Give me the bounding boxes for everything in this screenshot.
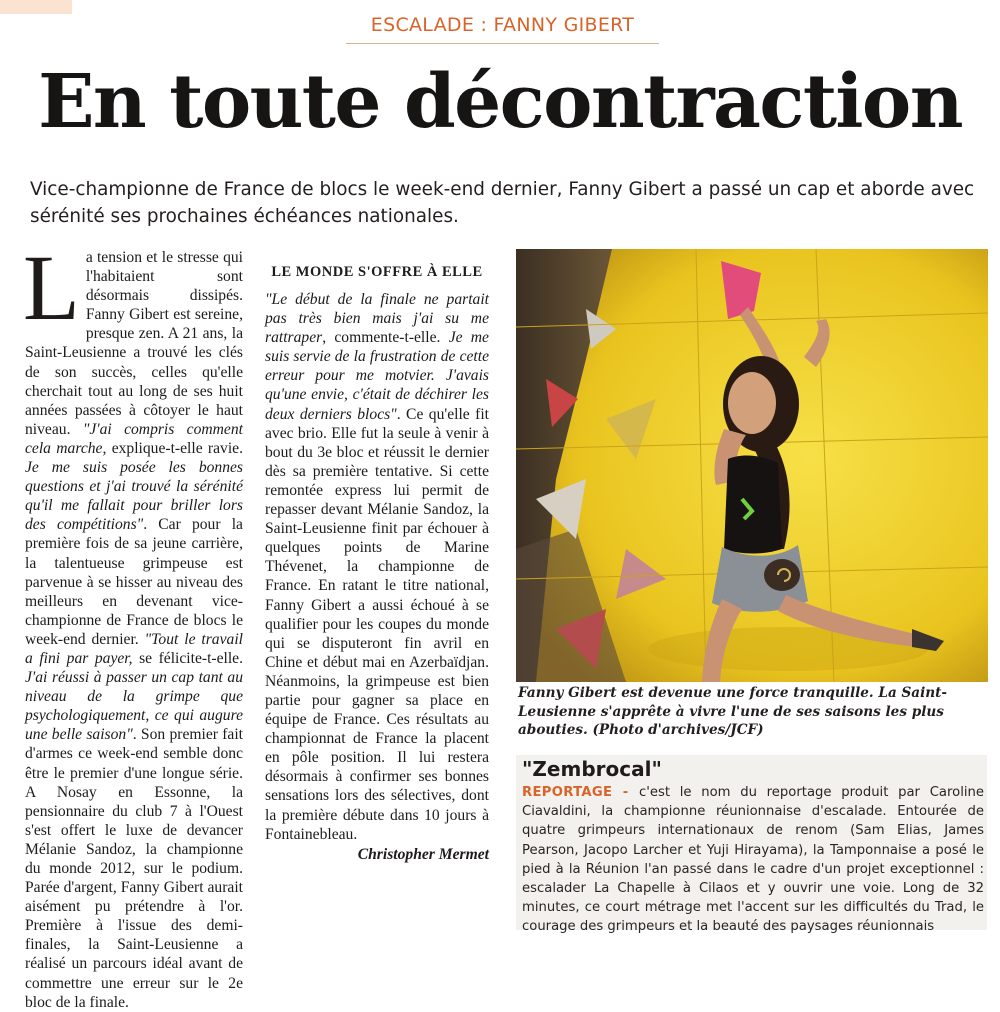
reportage-text: c'est le nom du reportage produit par Caroline Ciavaldini, la championne réunionnaise d'escalade. Entourée de quatre grimpeurs internationaux de renom (Sam Elias, James Pearson, Jacopo Larcher et Yuji Hirayama), la Tamponnaise a posé le pied à la Réunion l'an passé dans le cadre d'un projet exceptionnel : escalader La Chapelle à Cilaos et y ouvrir une voie. Long de 32 minutes, ce court métrage met l'accent sur les difficultés du Trad, le courage des grimpeurs et la beauté des paysages réunionnais xyxy=(522,785,985,935)
author-signature: Christopher Mermet xyxy=(357,845,489,863)
standfirst: Vice-championne de France de blocs le week-end dernier, Fanny Gibert a passé un cap et aborde avec sérénité ses prochaines échéances nationales. xyxy=(30,179,975,227)
quote-run: "Tout le travail a fini par payer, xyxy=(25,630,243,667)
quote-run: Je me suis posée les bonnes questions et j'ai trouvé la sérénité qu'il me fallait pour briller lors des compétitions" xyxy=(25,459,243,534)
text-run: . Son premier fait d'armes ce week-end semble donc être le premier d'une longue série. A Nosay en Essonne, la pensionnaire du club 7 à l'Ouest s'est offert le luxe de devancer Mélanie Sandoz, la championne du monde 2012, sur le podium. Parée d'argent, Fanny Gibert aurait aisément pu prétendre à l'or. Première à l'issue des demi-finales, la Saint-Leusienne a réalisé un parcours idéal avant de commettre une erreur sur le 2e bloc de la finale. xyxy=(25,726,243,1011)
quote-run: J'ai réussi à passer un cap tant au niveau de la grimpe que psychologiquement, ce qui augure une belle saison" xyxy=(25,669,243,744)
reportage-body xyxy=(522,783,984,937)
text-run: , commente-t-elle. xyxy=(322,329,449,347)
photo-caption: Fanny Gibert est devenue une force tranquille. La Saint-Leusienne s'apprête à vivre l'une de ses saisons les plus abouties. (Photo d'archives/JCF) xyxy=(518,685,948,739)
reportage-title: "Zembrocal" xyxy=(522,757,662,781)
reportage-box xyxy=(516,755,987,935)
text-run: se félicite-t-elle. xyxy=(132,649,243,667)
text-run: . Ce qu'elle fit avec brio. Elle fut la seule à venir à bout du 3e bloc et réussit le dernier dès sa première tentative. Si cette remontée express lui permit de repasser devant Mélanie Sandoz, la Saint-Leusienne finit par échouer à quelques points de Marine Thévenet, la championne de France. En ratant le titre national, Fanny Gibert a aussi échoué à se qualifier pour les coupes du monde qui se disputeront fin avril en Chine et début mai en Azerbaïdjan. Néanmoins, la grimpeuse est bien partie pour gagner sa place en équipe de France. Ces résultats au championnat de France la placent en pôle position. Il lui restera désormais à confirmer ses bonnes sensations lors des sélectives, dont la première débute dans 10 jours à Fontainebleau. xyxy=(265,405,490,843)
kicker-rule xyxy=(346,43,659,44)
text-run: explique-t-elle ravie. xyxy=(106,439,243,457)
quote-run: "Le début de la finale ne partait pas très bien mais j'ai su me rattraper xyxy=(265,291,489,347)
article-column-2 xyxy=(265,248,489,864)
section-kicker xyxy=(346,12,659,44)
quote-run: Je me suis servie de la frustration de cette erreur pour me motvier. J'avais qu'une envie, c'était de déchirer les deux derniers blocs" xyxy=(265,329,489,423)
article-paragraph-2 xyxy=(265,290,489,844)
text-run: a tension et le stresse qui l'habitaient sont désormais dissipés. Fanny Gibert est sereine, presque zen. A 21 ans, la Saint-Leusienne a trouvé les clés de son succès, celles qu'elle cherchait tout au long de ses huit années passées à côtoyer le haut niveau. xyxy=(25,249,243,438)
dropcap: L xyxy=(23,237,80,340)
article-paragraph-1 xyxy=(23,237,243,1012)
text-run: . Car pour la première fois de sa jeune carrière, la talentueuse grimpeuse est parvenue à se hisser au niveau des meilleurs en devenant vice-championne de France de blocs le week-end dernier. xyxy=(25,516,243,648)
quote-run: "J'ai compris comment cela marche, xyxy=(25,420,243,457)
reportage-tag: REPORTAGE - xyxy=(522,785,639,800)
headline: En toute décontraction xyxy=(38,59,962,145)
article-column-1 xyxy=(23,237,243,1012)
corner-tab-decoration xyxy=(0,0,72,14)
article-subhead: LE MONDE S'OFFRE À ELLE xyxy=(271,264,483,280)
climber-photo xyxy=(516,249,988,682)
kicker-text: ESCALADE : FANNY GIBERT xyxy=(370,14,635,36)
